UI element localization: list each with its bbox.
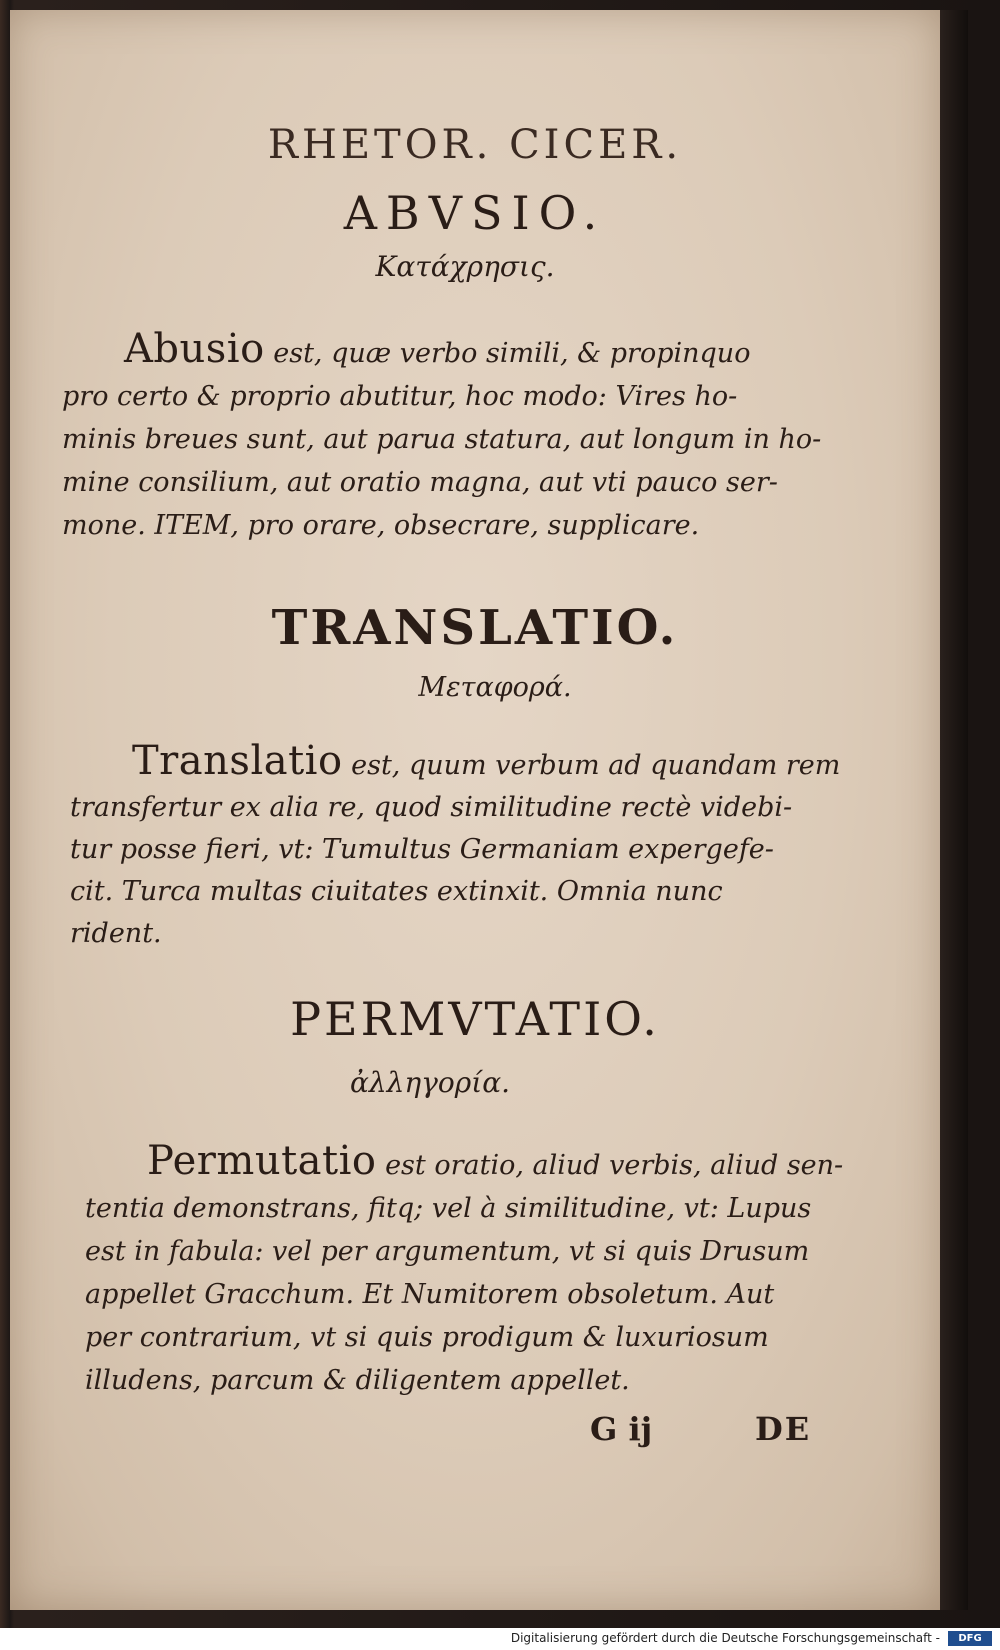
lead-word: Permutatio xyxy=(147,1138,377,1184)
section-heading-abusio: ABVSIO. xyxy=(343,186,607,240)
running-head: RHETOR. CICER. xyxy=(267,122,683,168)
signature-mark: G ij xyxy=(590,1410,653,1448)
paragraph-line: transfertur ex alia re, quod similitudine rectè videbi- xyxy=(70,792,793,823)
greek-term-abusio: Κατάχρησις. xyxy=(375,250,555,283)
paragraph-line: appellet Gracchum. Et Numitorem obsoletum. Aut xyxy=(85,1279,775,1310)
catchword: DE xyxy=(755,1410,812,1448)
book-page xyxy=(10,10,940,1610)
paragraph-abusio xyxy=(62,328,821,547)
paragraph-translatio xyxy=(70,740,840,955)
paragraph-line: pro certo & proprio abutitur, hoc modo: Vires ho- xyxy=(62,381,738,412)
paragraph-line: rident. xyxy=(70,918,162,949)
footer-bar xyxy=(0,1628,1000,1650)
paragraph-line: illudens, parcum & diligentem appellet. xyxy=(85,1365,630,1396)
paragraph-line: cit. Turca multas ciuitates extinxit. Omnia nunc xyxy=(70,876,723,907)
paragraph-line: tur posse fieri, vt: Tumultus Germaniam expergefe- xyxy=(70,834,774,865)
line-text: est, quæ verbo simili, & propinquo xyxy=(264,338,751,369)
paragraph-permutatio xyxy=(85,1140,843,1402)
lead-word: Translatio xyxy=(132,738,343,784)
dfg-logo: DFG xyxy=(948,1631,992,1646)
paragraph-line: mine consilium, aut oratio magna, aut vti pauco ser- xyxy=(62,467,778,498)
paragraph-line: tentia demonstrans, fitq; vel à similitudine, vt: Lupus xyxy=(85,1193,812,1224)
line-text: est oratio, aliud verbis, aliud sen- xyxy=(376,1150,844,1181)
section-heading-translatio: TRANSLATIO. xyxy=(271,600,679,656)
paragraph-line: minis breues sunt, aut parua statura, aut longum in ho- xyxy=(62,424,822,455)
lead-word: Abusio xyxy=(124,326,265,372)
paragraph-line: mone. ITEM, pro orare, obsecrare, supplicare. xyxy=(62,510,700,541)
greek-term-permutatio: ἀλληγορία. xyxy=(349,1066,510,1099)
paragraph-line: per contrarium, vt si quis prodigum & luxuriosum xyxy=(85,1322,769,1353)
paragraph-line xyxy=(85,1140,843,1187)
paragraph-line: est in fabula: vel per argumentum, vt si quis Drusum xyxy=(85,1236,810,1267)
paragraph-line xyxy=(62,328,821,375)
line-text: est, quum verbum ad quandam rem xyxy=(342,750,841,781)
greek-term-translatio: Μεταφορά. xyxy=(418,672,572,703)
digitization-credit: Digitalisierung gefördert durch die Deutsche Forschungsgemeinschaft - xyxy=(510,1631,940,1645)
section-heading-permutatio: PERMVTATIO. xyxy=(290,992,660,1046)
paragraph-line xyxy=(70,740,840,787)
book-edge xyxy=(940,10,968,1610)
